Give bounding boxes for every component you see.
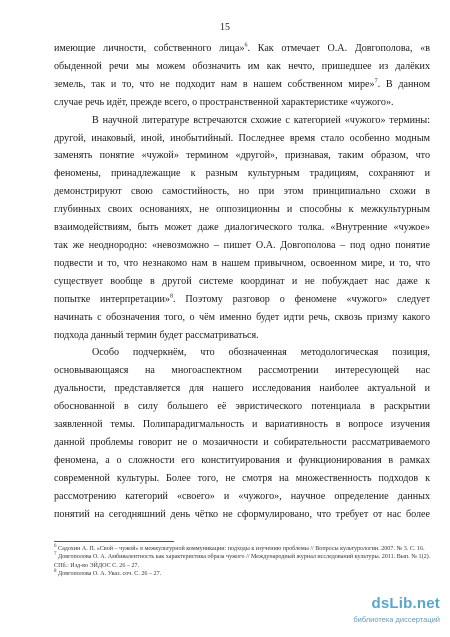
paragraph-3 [54,344,430,523]
text-line: дуальности, представляется для нашего исследования наиболее актуальной и [54,383,430,395]
watermark-logo: dsLib.net [371,595,440,612]
text-line: феномена, а о сложности его конституирования и функционирования в рамках [54,454,430,466]
footnote-text: Садохин А. П. «Свой – чужой» в межкультурной коммуникации: подходы к изучению проблемы // Вопросы культурологии. 2007. № 3. С. 16. [58,546,425,552]
footnote-6 [54,545,434,553]
text-line: В научной литературе встречаются схожие с категорией «чужого» термины: [92,114,430,126]
text-line: взаимодействиям, быть может даже диалогического толка. «Внутренние «чужое» [54,222,430,234]
text-line: обоснованной в силу большего её эвристического потенциала в раскрытии [54,401,430,413]
text-segment: . Как отмечает О.А. Довгополова, «в [247,43,430,54]
footnote-8 [54,570,434,578]
text-segment: . Поэтому разговор о феномене «чужого» следует [172,293,430,305]
footnote-ref-6[interactable]: 6 [244,42,248,49]
text-line: понятий на сегодняшний день чётко не сформулировано, что требует от нас более [54,508,430,520]
text-line: начинать с обозначения того, о чём именно будет идти речь, сквозь призму какого [54,311,430,323]
text-line: подвести и то, что незнакомо нам в нашем привычном, освоенном мире, и то, что [54,257,430,269]
text-line: так же неоднородно: «невозможно – пишет О.А. Довгополова – под одно понятие [54,239,430,251]
paragraph-2 [54,112,430,345]
text-line: заменять понятие «чужой» термином «другой», признавая, таким образом, что [54,150,430,162]
text-line: феномены, принадлежащие к разным культурным традициям, сохраняют и [54,168,430,180]
watermark-subtitle: библиотека диссертаций [353,615,440,624]
paragraph-1 [54,40,430,112]
footnote-ref-7[interactable]: 7 [374,78,378,85]
text-line: подхода данный термин будет рассматриваться. [54,329,259,341]
text-line: обыденной речи мы можем обозначить им как нечто, пришедшее из далёких [54,60,430,72]
text-line: данной проблемы говорит не о мозаичности и собирательности рассматриваемого [54,436,430,448]
text-line: основывающаяся на многоаспектном рассмотрении интересующей нас [54,365,430,377]
text-line: другой, инаковый, иной, инобытийный. Последнее время стало особенно модным [54,132,430,144]
watermark[interactable] [330,593,440,633]
text-line: демонстрируют свою самостийность, но при этом принципиально схожи в [54,186,430,198]
text-segment: . В данном [377,78,430,90]
text-segment: имеющие личности, собственного лица» [54,43,245,54]
text-line: случае речь идёт, прежде всего, о пространственной характеристике «чужого». [54,96,394,108]
text-segment: попытке интерпретации» [54,293,170,305]
footnote-text: Довгополова О. А. Указ. соч. С. 26 – 27. [58,571,162,578]
footnotes [54,545,434,579]
footnote-divider [54,541,174,542]
text-line: существует вообще в другой системе координат и не побуждает нас даже к [54,275,430,287]
footnote-number: 6 [54,543,57,549]
footnote-number: 7 [54,552,57,558]
footnote-text: Довгополова О. А. Амбивалентность как характеристика образа чужого // Международный журнал исследований культуры. 2011. Вып. № 1(2). СПб.: Изд-во ЭЙДОС С. 26 – 27. [54,554,431,569]
footnote-ref-8[interactable]: 8 [169,293,173,300]
text-segment: земель, так и то, что не подходит нам в нашем собственном мире» [54,78,375,90]
text-line: заявленной темы. Полипарадигмальность и вариативность в вопросе изучения [54,419,430,431]
text-line: современной культуры. Более того, не смотря на множественность подходов к [54,472,430,484]
text-line [54,40,430,58]
text-line: глубинных своих основаниях, не оппозиционны и способны к межкультурным [54,204,430,216]
text-line [54,291,430,309]
footnote-number: 8 [54,569,57,575]
text-line: Особо подчеркнём, что обозначенная методологическая позиция, [92,347,430,359]
page-number: 15 [220,22,230,33]
body-text [54,40,430,523]
text-line [54,76,430,94]
text-line: рассмотрению категорий «своего» и «чужого», научное определение данных [54,490,430,502]
footnote-7 [54,553,434,570]
